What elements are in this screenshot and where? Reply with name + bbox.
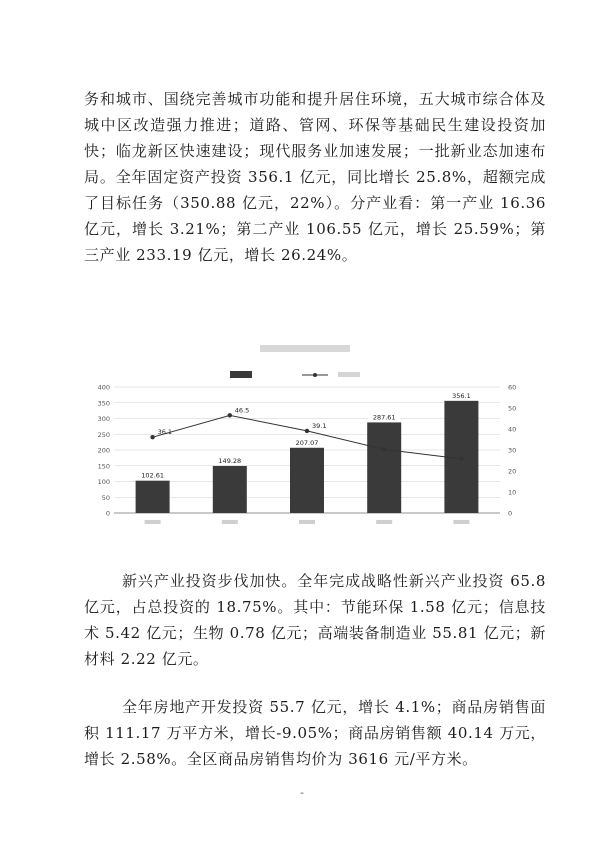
y-tick-left: 50 (101, 493, 110, 502)
legend-marker-line (313, 373, 317, 377)
bar-series (136, 390, 479, 513)
bar (136, 481, 170, 513)
bar-label: 287.61 (372, 413, 396, 422)
investment-chart (80, 335, 530, 535)
y-tick-right: 10 (508, 488, 517, 497)
line-label: 46.5 (234, 406, 250, 415)
y-axis-right (508, 384, 516, 518)
y-tick-left: 150 (97, 462, 110, 471)
y-tick-left: 400 (97, 383, 110, 392)
y-tick-left: 300 (97, 415, 110, 423)
y-tick-right: 60 (508, 383, 517, 392)
legend-text-placeholder (338, 372, 360, 377)
x-tick-placeholder (145, 520, 161, 524)
y-tick-right: 0 (508, 509, 513, 518)
bar (213, 466, 247, 513)
bar-label: 102.61 (141, 471, 164, 480)
y-axis-left (98, 384, 110, 518)
y-tick-right: 50 (508, 404, 517, 413)
y-tick-right: 40 (508, 425, 517, 434)
line-point (382, 447, 386, 451)
chart-legend (230, 371, 360, 378)
y-tick-left: 0 (105, 509, 110, 518)
bar-label: 207.07 (295, 438, 319, 447)
x-tick-placeholder (299, 520, 315, 524)
bar-label: 149.28 (218, 456, 242, 465)
chart-title-area (260, 345, 350, 352)
chart-title-placeholder (260, 345, 350, 352)
line-point (150, 435, 154, 439)
line-label: 39.1 (312, 421, 327, 430)
paragraph-emerging-industries: 新兴产业投资步伐加快。全年完成战略性新兴产业投资 65.8 亿元，占总投资的 18.75%。其中：节能环保 1.58 亿元；信息技术 5.42 亿元；生物 0.78 亿元；高端装备制造业 55.81 亿元；新材料 2.22 亿元。 (84, 572, 546, 668)
line-label: 36.1 (157, 428, 173, 437)
paragraph-real-estate: 全年房地产开发投资 55.7 亿元，增长 4.1%；商品房销售面积 111.17 万平方米，增长-9.05%；商品房销售额 40.14 万元，增长 2.58%。全区商品房销售均价为 3616 元/平方米。 (84, 698, 546, 768)
legend-swatch-bar (230, 371, 252, 378)
y-tick-right: 30 (508, 446, 517, 455)
line-point (228, 413, 232, 417)
paragraph-fixed-asset-investment: 务和城市、国绕完善城市功能和提升居住环境，五大城市综合体及城中区改造强力推进；道路、管网、环保等基础民生建设投资加快；临龙新区快速建设；现代服务业加速发展；一批新业态加速布局。全年固定资产投资 356.1 亿元，同比增长 25.8%，超额完成了目标任务（350.88 亿元，22%）。分产业看：第一产业 16.36 亿元，增长 3.21%；第二产业 106.55 亿元，增长 25.59%；第三产业 233.19 亿元，增长 26.24%。 (84, 90, 546, 264)
page-number: - (300, 788, 304, 799)
x-tick-placeholder (453, 520, 469, 524)
bar (290, 448, 324, 513)
bar-label: 356.1 (452, 391, 471, 400)
line-point (459, 457, 463, 461)
y-tick-left: 100 (97, 478, 110, 486)
x-axis (145, 520, 470, 524)
y-tick-left: 250 (97, 430, 110, 439)
x-tick-placeholder (222, 520, 238, 524)
y-tick-left: 350 (97, 399, 110, 408)
x-tick-placeholder (376, 520, 392, 524)
y-tick-left: 200 (97, 446, 110, 455)
bar (367, 422, 401, 513)
y-tick-right: 20 (508, 467, 517, 476)
line-point (305, 429, 309, 433)
